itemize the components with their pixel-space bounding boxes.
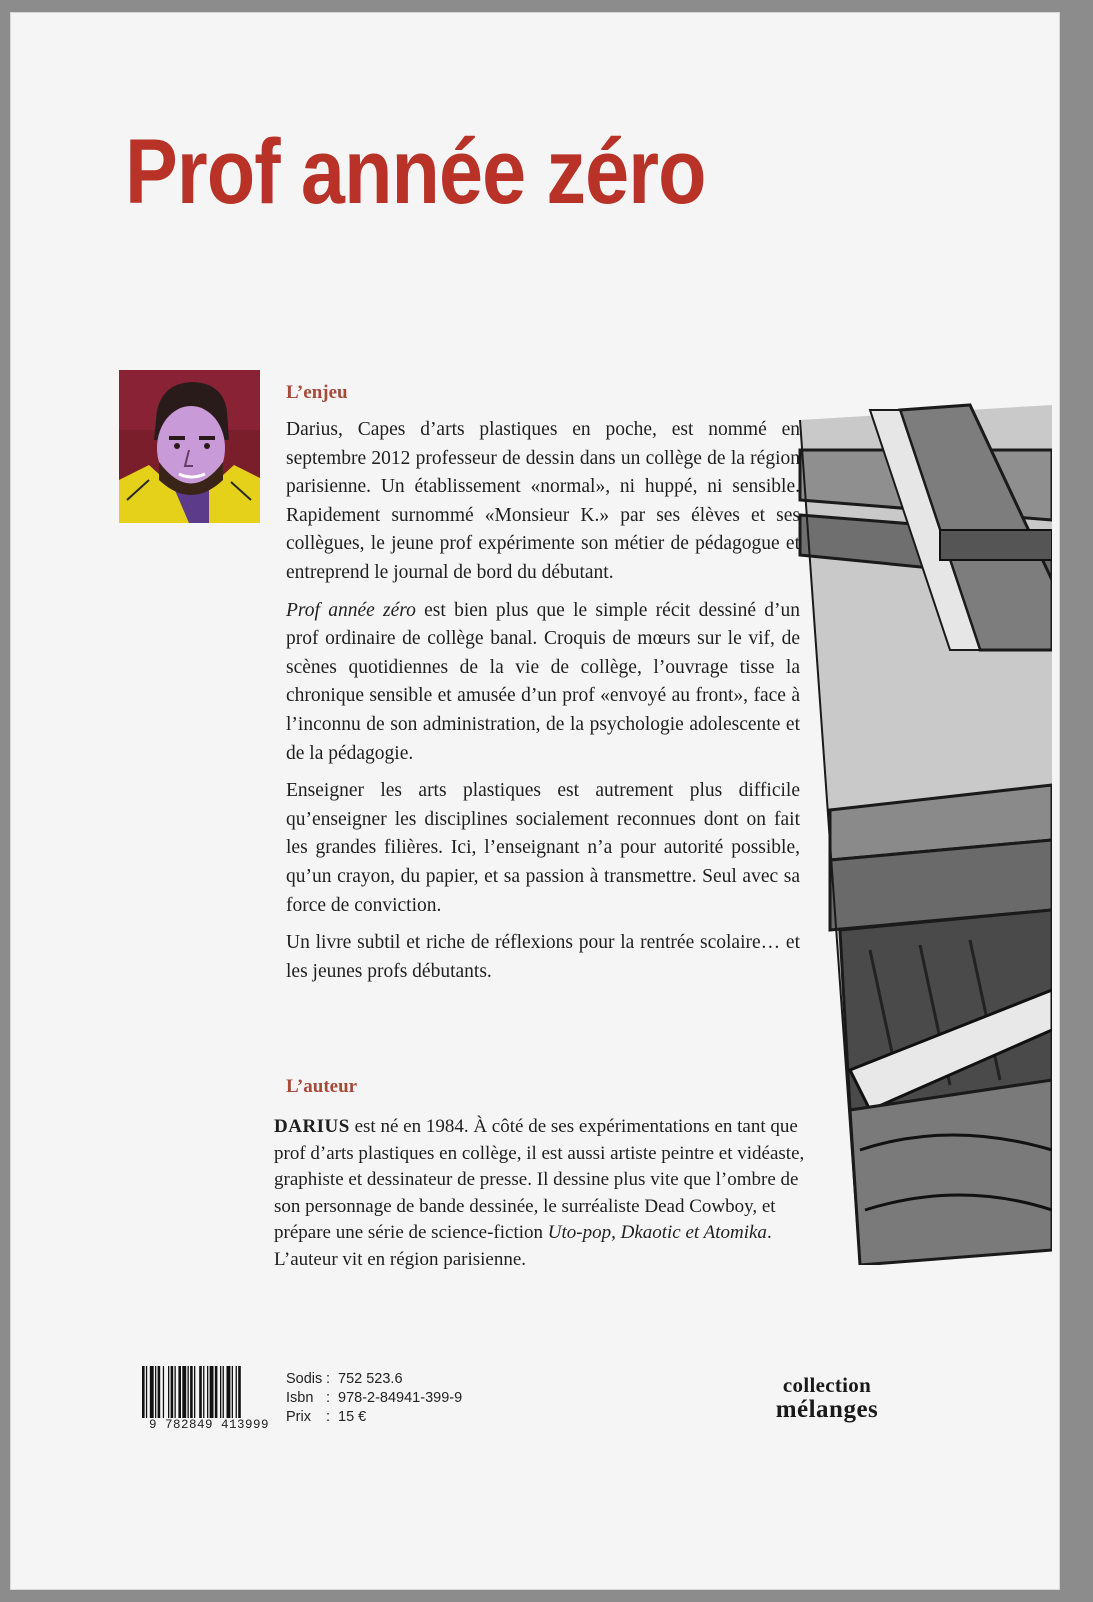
barcode-bar xyxy=(146,1366,147,1422)
barcode-bar xyxy=(210,1366,214,1422)
barcode-bar xyxy=(182,1366,186,1422)
barcode-bar xyxy=(171,1366,174,1422)
isbn-separator: : xyxy=(326,1390,331,1406)
sodis-label: Sodis xyxy=(286,1371,323,1387)
barcode-bar xyxy=(188,1366,189,1422)
sodis-row xyxy=(286,1370,462,1389)
barcode-bar xyxy=(232,1366,233,1422)
enjeu-paragraph-2-text: est bien plus que le simple récit dessiné d’un prof ordinaire de collège banal. Croquis de mœurs sur le vif, de scènes quotidiennes de la vie de collège, l’ouvrage tisse la chronique sensible et amusée d’un prof «envoyé au front», face à l’inconnu de son administration, de la psychologie adolescente et de la pédagogie. xyxy=(286,599,800,764)
section-heading-enjeu: L’enjeu xyxy=(286,382,348,403)
isbn-label: Isbn xyxy=(286,1390,314,1406)
barcode-bar xyxy=(155,1366,156,1422)
collection-name: mélanges xyxy=(775,1396,879,1423)
barcode-bar xyxy=(194,1366,195,1422)
barcode-digits: 9 782849 413999 xyxy=(138,1418,280,1432)
barcode-bar xyxy=(215,1366,218,1422)
book-metadata xyxy=(286,1370,462,1427)
book-title-inline: Prof année zéro xyxy=(286,599,416,621)
barcode-bar xyxy=(178,1366,181,1422)
barcode-bar xyxy=(168,1366,169,1422)
enjeu-paragraph-4: Un livre subtil et riche de réflexions pour la rentrée scolaire… et les jeunes profs débutants. xyxy=(286,932,800,982)
author-bio-text-b: . L’auteur vit en région parisienne. xyxy=(274,1222,772,1270)
prix-row xyxy=(286,1408,462,1427)
barcode-bar xyxy=(150,1366,154,1422)
enjeu-paragraph-2 xyxy=(286,597,800,769)
barcode-bar xyxy=(190,1366,193,1422)
author-bio-text-a: est né en 1984. À côté de ses expérimentations en tant que prof d’arts plastiques en collège, il est aussi artiste peintre et vidéaste, graphiste et dessinateur de presse. Il dessine plus vite que l’ombre de son personnage de bande dessinée, le surréaliste Dead Cowboy, et prépare une série de science-fiction xyxy=(274,1116,805,1243)
barcode-bar xyxy=(158,1366,161,1422)
author-portrait xyxy=(119,370,260,523)
author-series-titles: Uto-pop, Dkaotic et Atomika xyxy=(547,1222,767,1243)
barcode-bar xyxy=(227,1366,231,1422)
collection-logo xyxy=(752,1374,902,1424)
barcode-bar xyxy=(223,1366,224,1422)
sodis-value: 752 523.6 xyxy=(338,1371,403,1387)
section-heading-auteur: L’auteur xyxy=(286,1076,358,1097)
enjeu-paragraph-1: Darius, Capes d’arts plastiques en poche, est nommé en septembre 2012 professeur de dessin dans un collège de la région parisienne. Un établissement «normal», ni huppé, ni sensible. Rapidement surnommé «Monsieur K.» par ses élèves et ses collègues, le jeune prof expérimente son métier de pédagogue et entreprend le journal de bord du débutant. xyxy=(286,419,800,583)
barcode-bar xyxy=(203,1366,204,1422)
barcode-bar xyxy=(207,1366,208,1422)
barcode-bar xyxy=(199,1366,202,1422)
enjeu-paragraph-3: Enseigner les arts plastiques est autrement plus difficile qu’enseigner les disciplines socialement reconnues dont on fait les grandes filières. Ici, l’enseignant n’a pour autorité possible, qu’un crayon, du papier, et sa passion à transmettre. Seul avec sa force de conviction. xyxy=(286,780,800,916)
barcode-bar xyxy=(175,1366,176,1422)
sodis-separator: : xyxy=(326,1371,331,1387)
isbn-row xyxy=(286,1389,462,1408)
author-name: DARIUS xyxy=(274,1116,350,1137)
enjeu-text xyxy=(286,416,800,995)
prix-label: Prix xyxy=(286,1409,311,1425)
prix-separator: : xyxy=(326,1409,331,1425)
barcode-bar xyxy=(238,1366,241,1422)
barcode-bar xyxy=(142,1366,145,1422)
author-bio xyxy=(274,1114,814,1273)
barcode-bar xyxy=(163,1366,164,1422)
book-title: Prof année zéro xyxy=(125,121,706,223)
collection-label: collection xyxy=(782,1373,872,1397)
isbn-value: 978-2-84941-399-9 xyxy=(338,1390,463,1406)
barcode-bar xyxy=(220,1366,221,1422)
comic-artwork xyxy=(790,390,1052,1265)
barcode-bar xyxy=(236,1366,237,1422)
prix-value: 15 € xyxy=(338,1409,367,1425)
